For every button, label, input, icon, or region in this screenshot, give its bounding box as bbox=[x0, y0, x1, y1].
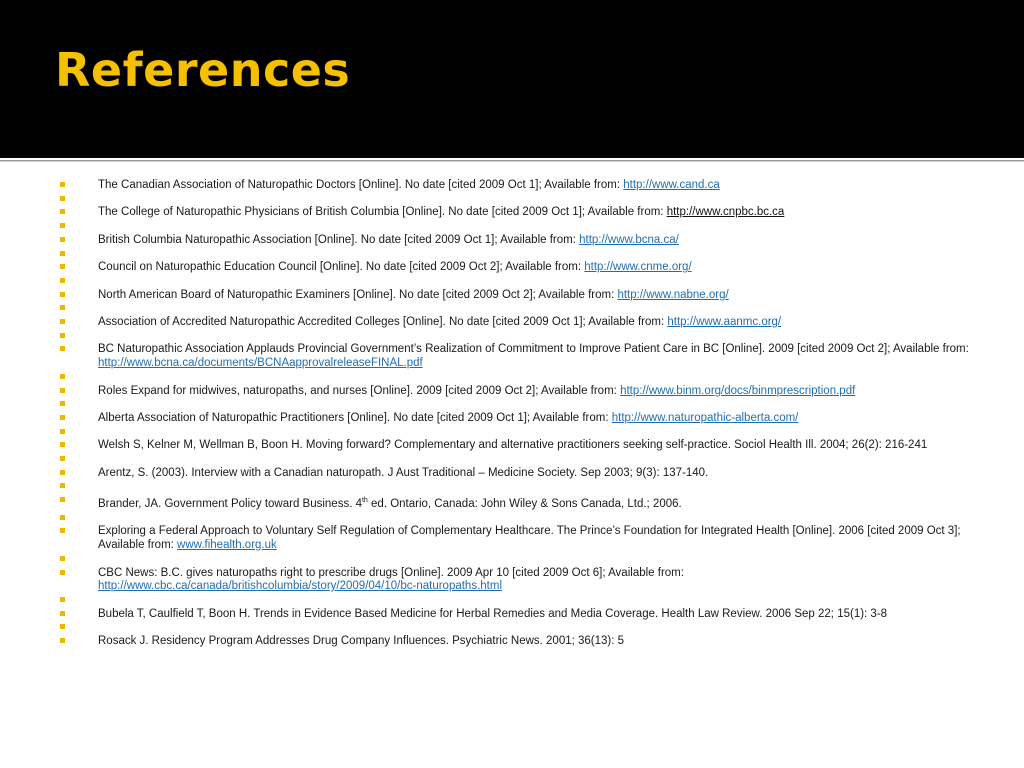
reference-link[interactable]: http://www.nabne.org/ bbox=[617, 288, 729, 301]
reference-text bbox=[98, 330, 101, 342]
bullet-icon bbox=[60, 483, 65, 488]
reference-item bbox=[60, 567, 980, 594]
reference-text bbox=[98, 398, 101, 410]
empty-reference-item bbox=[60, 426, 980, 440]
reference-text bbox=[98, 621, 101, 633]
reference-text: Welsh S, Kelner M, Wellman B, Boon H. Moving forward? Complementary and alternative practitioners seeking self-practice. Sociol Health Ill. 2004; 26(2): 216-241 bbox=[98, 439, 928, 452]
bullet-icon bbox=[60, 264, 65, 269]
reference-text bbox=[98, 512, 101, 524]
bullet-icon bbox=[60, 415, 65, 420]
reference-text: Council on Naturopathic Education Council [Online]. No date [cited 2009 Oct 2]; Available from: bbox=[98, 261, 585, 274]
reference-text: Rosack J. Residency Program Addresses Drug Company Influences. Psychiatric News. 2001; 36(13): 5 bbox=[98, 635, 625, 648]
reference-link[interactable]: http://www.cnme.org/ bbox=[584, 261, 692, 274]
reference-text: Alberta Association of Naturopathic Practitioners [Online]. No date [cited 2009 Oct 1]; Available from: bbox=[98, 411, 612, 424]
reference-text: CBC News: B.C. gives naturopaths right to prescribe drugs [Online]. 2009 Apr 10 [cited 2009 Oct 6]; Available from: bbox=[98, 566, 684, 579]
reference-text: Arentz, S. (2003). Interview with a Canadian naturopath. J Aust Traditional – Medicine Society. Sep 2003; 9(3): 137-140. bbox=[98, 466, 709, 479]
empty-reference-item bbox=[60, 302, 980, 316]
reference-text: Bubela T, Caulfield T, Boon H. Trends in Evidence Based Medicine for Herbal Remedies and Media Coverage. Health Law Review. 2006 Sep 22; 15(1): 3-8 bbox=[98, 607, 888, 620]
reference-link[interactable]: http://www.cbc.ca/canada/britishcolumbia/story/2009/04/10/bc-naturopaths.html bbox=[98, 580, 502, 593]
reference-item bbox=[60, 412, 980, 426]
reference-item bbox=[60, 206, 980, 220]
empty-reference-item bbox=[60, 275, 980, 289]
title-banner bbox=[0, 0, 1024, 158]
bullet-icon bbox=[60, 374, 65, 379]
bullet-icon bbox=[60, 597, 65, 602]
empty-reference-item bbox=[60, 594, 980, 608]
empty-reference-item bbox=[60, 512, 980, 526]
reference-item bbox=[60, 179, 980, 193]
bullet-icon bbox=[60, 528, 65, 533]
reference-item bbox=[60, 635, 980, 649]
bullet-icon bbox=[60, 556, 65, 561]
reference-text: Roles Expand for midwives, naturopaths, and nurses [Online]. 2009 [cited 2009 Oct 2]; Available from: bbox=[98, 384, 621, 397]
bullet-icon bbox=[60, 292, 65, 297]
bullet-icon bbox=[60, 570, 65, 575]
reference-item bbox=[60, 261, 980, 275]
bullet-icon bbox=[60, 401, 65, 406]
reference-text bbox=[98, 453, 101, 465]
reference-text bbox=[98, 371, 101, 383]
reference-text bbox=[98, 220, 101, 232]
bullet-icon bbox=[60, 223, 65, 228]
empty-reference-item bbox=[60, 220, 980, 234]
ordinal-suffix: th bbox=[361, 497, 368, 505]
reference-text bbox=[98, 275, 101, 287]
bullet-icon bbox=[60, 624, 65, 629]
empty-reference-item bbox=[60, 480, 980, 494]
bullet-icon bbox=[60, 319, 65, 324]
reference-link[interactable]: http://www.naturopathic-alberta.com/ bbox=[611, 411, 799, 424]
bullet-icon bbox=[60, 456, 65, 461]
empty-reference-item bbox=[60, 371, 980, 385]
reference-item bbox=[60, 467, 980, 481]
reference-item bbox=[60, 343, 980, 370]
reference-item bbox=[60, 385, 980, 399]
reference-link[interactable]: http://www.cand.ca bbox=[623, 179, 720, 191]
reference-item bbox=[60, 525, 980, 552]
reference-text bbox=[98, 553, 101, 565]
reference-item bbox=[60, 289, 980, 303]
reference-item bbox=[60, 316, 980, 330]
bullet-icon bbox=[60, 278, 65, 283]
empty-reference-item bbox=[60, 330, 980, 344]
title-divider bbox=[0, 160, 1024, 162]
reference-link[interactable]: http://www.bcna.ca/ bbox=[579, 233, 679, 246]
bullet-icon bbox=[60, 237, 65, 242]
bullet-icon bbox=[60, 251, 65, 256]
reference-link[interactable]: http://www.binm.org/docs/binmprescription.pdf bbox=[620, 384, 856, 397]
reference-link[interactable]: http://www.bcna.ca/documents/BCNAapprovalreleaseFINAL.pdf bbox=[98, 357, 423, 370]
reference-text bbox=[98, 193, 101, 205]
empty-reference-item bbox=[60, 248, 980, 262]
reference-list bbox=[60, 179, 980, 649]
bullet-icon bbox=[60, 638, 65, 643]
bullet-icon bbox=[60, 611, 65, 616]
bullet-icon bbox=[60, 196, 65, 201]
bullet-icon bbox=[60, 346, 65, 351]
bullet-icon bbox=[60, 515, 65, 520]
reference-text: Association of Accredited Naturopathic Accredited Colleges [Online]. No date [cited 2009 Oct 1]; Available from: bbox=[98, 316, 668, 329]
reference-item bbox=[60, 439, 980, 453]
reference-text bbox=[98, 594, 101, 606]
empty-reference-item bbox=[60, 398, 980, 412]
reference-item bbox=[60, 608, 980, 622]
reference-text bbox=[98, 480, 101, 492]
reference-link[interactable]: http://www.aanmc.org/ bbox=[667, 316, 782, 329]
reference-link[interactable]: http://www.cnpbc.bc.ca bbox=[666, 206, 785, 219]
reference-item bbox=[60, 494, 980, 512]
reference-text bbox=[98, 302, 101, 314]
bullet-icon bbox=[60, 209, 65, 214]
reference-text: North American Board of Naturopathic Examiners [Online]. No date [cited 2009 Oct 2]; Available from: bbox=[98, 288, 618, 301]
empty-reference-item bbox=[60, 453, 980, 467]
empty-reference-item bbox=[60, 621, 980, 635]
bullet-icon bbox=[60, 442, 65, 447]
empty-reference-item bbox=[60, 193, 980, 207]
reference-link[interactable]: www.fihealth.org.uk bbox=[177, 539, 277, 552]
bullet-icon bbox=[60, 470, 65, 475]
reference-item bbox=[60, 234, 980, 248]
bullet-icon bbox=[60, 429, 65, 434]
bullet-icon bbox=[60, 497, 65, 502]
bullet-icon bbox=[60, 388, 65, 393]
reference-text: Brander, JA. Government Policy toward Business. 4th ed. Ontario, Canada: John Wiley & Sons Canada, Ltd.; 2006. bbox=[98, 497, 682, 510]
empty-reference-item bbox=[60, 553, 980, 567]
reference-text: British Columbia Naturopathic Association [Online]. No date [cited 2009 Oct 1]; Available from: bbox=[98, 233, 580, 246]
reference-text bbox=[98, 248, 101, 260]
bullet-icon bbox=[60, 182, 65, 187]
reference-text: BC Naturopathic Association Applauds Provincial Government’s Realization of Commitment to Improve Patient Care in BC [Online]. 2009 [cited 2009 Oct 2]; Available from: bbox=[98, 343, 969, 356]
bullet-icon bbox=[60, 333, 65, 338]
reference-text: The College of Naturopathic Physicians of British Columbia [Online]. No date [cited 2009 Oct 1]; Available from: bbox=[98, 206, 667, 219]
reference-text bbox=[98, 426, 101, 438]
reference-text: Exploring a Federal Approach to Voluntary Self Regulation of Complementary Healthcare. The Prince’s Foundation for Integrated Health [Online]. 2006 [cited 2009 Oct 3]; Available from: bbox=[98, 525, 961, 552]
reference-text: The Canadian Association of Naturopathic Doctors [Online]. No date [cited 2009 Oct 1]; Available from: bbox=[98, 179, 624, 191]
bullet-icon bbox=[60, 305, 65, 310]
page-title: References bbox=[55, 43, 351, 97]
